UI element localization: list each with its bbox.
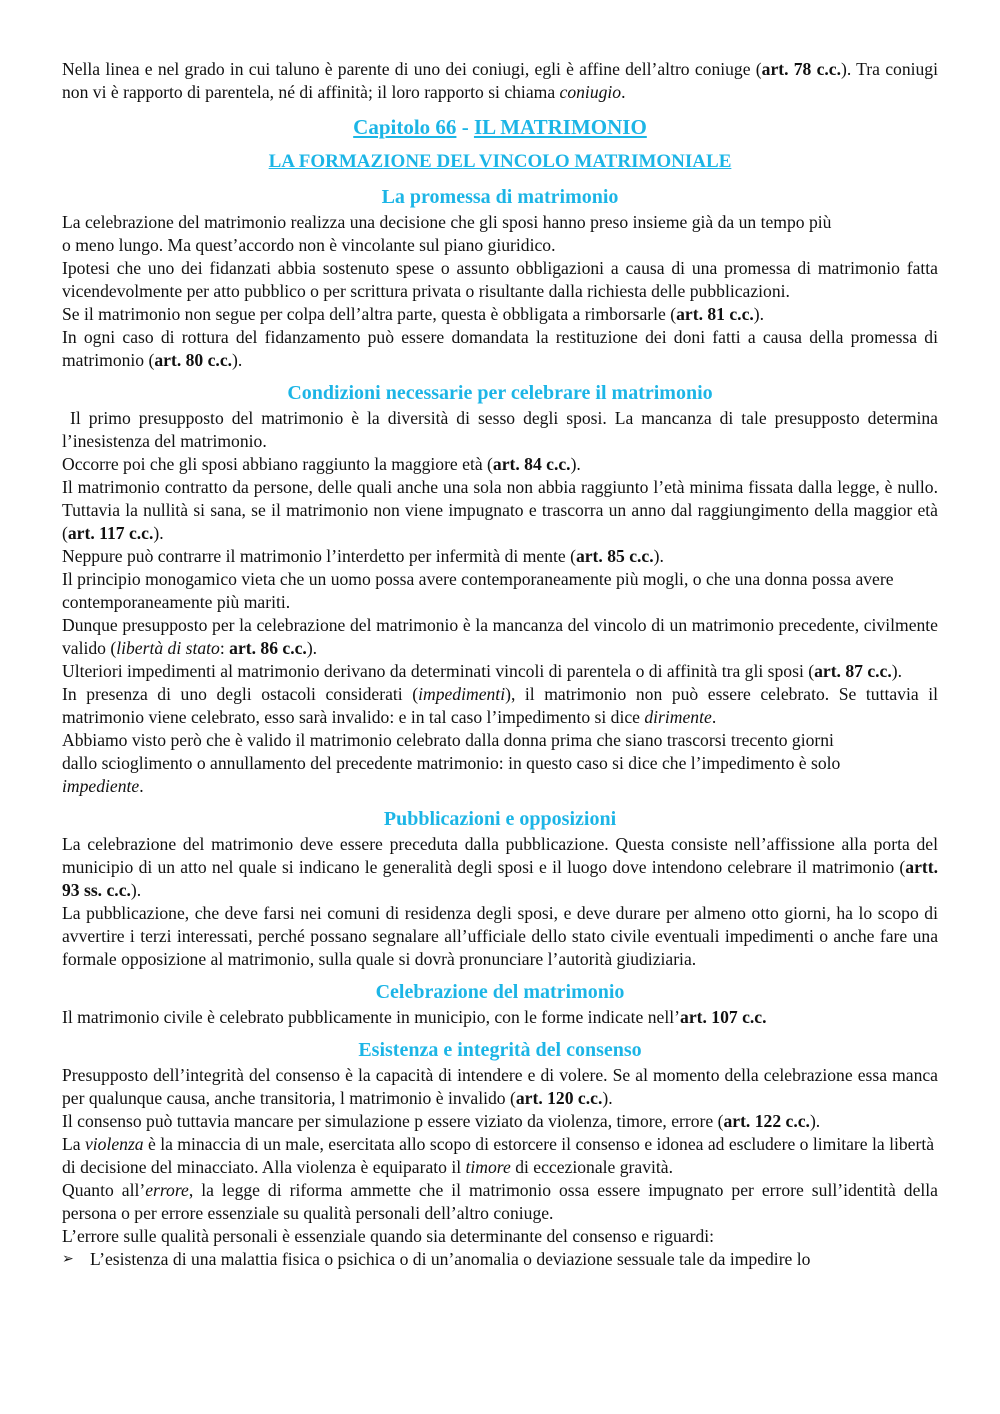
paragraph: Occorre poi che gli sposi abbiano raggiunto la maggiore età (art. 84 c.c.). bbox=[62, 454, 581, 474]
chapter-title: Capitolo 66 - IL MATRIMONIO bbox=[353, 115, 647, 139]
paragraph: La pubblicazione, che deve farsi nei comuni di residenza degli sposi, e deve durare per almeno otto giorni, ha lo scopo di avvertire i terzi interessati, perché possano segnalare all’ufficiale dello stato civile eventuali impedimenti o anche fare una formale opposizione al matrimonio, sulla quale si dovrà pronunciare l’autorità giudiziaria. bbox=[62, 903, 938, 969]
paragraph: La violenza è la minaccia di un male, esercitata allo scopo di estorcere il consenso e idonea ad escludere o limitare la libertà di decisione del minacciato. Alla violenza è equiparato il timore di eccezionale gravità. bbox=[62, 1134, 935, 1177]
list-item: ➢ L’esistenza di una malattia fisica o psichica o di un’anomalia o deviazione sessuale tale da impedire lo bbox=[62, 1249, 811, 1269]
paragraph: o meno lungo. Ma quest’accordo non è vincolante sul piano giuridico. bbox=[62, 235, 556, 255]
section-heading-condizioni: Condizioni necessarie per celebrare il matrimonio bbox=[287, 382, 713, 404]
paragraph: Ipotesi che uno dei fidanzati abbia sostenuto spese o assunto obbligazioni a causa di una promessa di matrimonio fatta vicendevolmente per atto pubblico o per scrittura privata o risultante dalla richiesta delle pubblicazioni. bbox=[62, 258, 938, 301]
paragraph: Presupposto dell’integrità del consenso è la capacità di intendere e di volere. Se al momento della celebrazione essa manca per qualunque causa, anche transitoria, l matrimonio è invalido (art. 120 c.c.). bbox=[62, 1065, 938, 1108]
paragraph: La celebrazione del matrimonio deve essere preceduta dalla pubblicazione. Questa consiste nell’affissione alla porta del municipio di un atto nel quale si indicano le generalità degli sposi e il luogo dove intendono celebrare il matrimonio (artt. 93 ss. c.c.). bbox=[62, 834, 938, 900]
chapter-number-link[interactable]: Capitolo 66 bbox=[353, 115, 457, 139]
paragraph: Il matrimonio civile è celebrato pubblicamente in municipio, con le forme indicate nell’art. 107 c.c. bbox=[62, 1007, 767, 1027]
intro-paragraph: Nella linea e nel grado in cui taluno è parente di uno dei coniugi, egli è affine dell’altro coniuge (art. 78 c.c.). Tra coniugi non vi è rapporto di parentela, né di affinità; il loro rapporto si chiama coniugio. bbox=[62, 59, 938, 102]
section-heading-pubblicazioni: Pubblicazioni e opposizioni bbox=[383, 808, 617, 830]
paragraph: La celebrazione del matrimonio realizza una decisione che gli sposi hanno preso insieme già da un tempo più bbox=[62, 212, 832, 232]
section-heading-promessa: La promessa di matrimonio bbox=[381, 186, 619, 208]
section-heading-celebrazione: Celebrazione del matrimonio bbox=[375, 981, 625, 1003]
paragraph: Il primo presupposto del matrimonio è la diversità di sesso degli sposi. La mancanza di tale presupposto determina l’inesistenza del matrimonio. bbox=[62, 408, 943, 451]
paragraph: Il consenso può tuttavia mancare per simulazione p essere viziato da violenza, timore, errore (art. 122 c.c.). bbox=[62, 1111, 821, 1131]
section-heading-consenso: Esistenza e integrità del consenso bbox=[358, 1039, 642, 1061]
paragraph: In presenza di uno degli ostacoli considerati (impedimenti), il matrimonio non può essere celebrato. Se tuttavia il matrimonio viene celebrato, esso sarà invalido: e in tal caso l’impedimento si dice dirimente. bbox=[62, 684, 938, 727]
paragraph: Dunque presupposto per la celebrazione del matrimonio è la mancanza del vincolo di un matrimonio precedente, civilmente valido (libertà di stato: art. 86 c.c.). bbox=[62, 615, 938, 658]
chapter-subtitle-link[interactable]: LA FORMAZIONE DEL VINCOLO MATRIMONIALE bbox=[268, 151, 732, 172]
paragraph: Il matrimonio contratto da persone, delle quali anche una sola non abbia raggiunto l’età minima fissata dalla legge, è nullo. Tuttavia la nullità si sana, se il matrimonio non viene impugnato e trascorra un anno dal raggiungimento della maggior età (art. 117 c.c.). bbox=[62, 477, 938, 543]
paragraph: In ogni caso di rottura del fidanzamento può essere domandata la restituzione dei doni fatti a causa della promessa di matrimonio (art. 80 c.c.). bbox=[62, 327, 938, 370]
paragraph: Neppure può contrarre il matrimonio l’interdetto per infermità di mente (art. 85 c.c.). bbox=[62, 546, 664, 566]
paragraph: Ulteriori impedimenti al matrimonio derivano da determinati vincoli di parentela o di affinità tra gli sposi (art. 87 c.c.). bbox=[62, 661, 903, 681]
paragraph: Abbiamo visto però che è valido il matrimonio celebrato dalla donna prima che siano trascorsi trecento giorni dallo scioglimento o annullamento del precedente matrimonio: in questo caso si dice che l’impedimento è solo impediente. bbox=[62, 730, 841, 796]
arrow-bullet-icon: ➢ bbox=[62, 1251, 74, 1267]
chapter-title-link[interactable]: IL MATRIMONIO bbox=[473, 115, 647, 139]
paragraph: Il principio monogamico vieta che un uomo possa avere contemporaneamente più mogli, o che una donna possa avere contemporaneamente più mariti. bbox=[62, 569, 894, 612]
paragraph: Se il matrimonio non segue per colpa dell’altra parte, questa è obbligata a rimborsarle (art. 81 c.c.). bbox=[62, 304, 765, 324]
paragraph: L’errore sulle qualità personali è essenziale quando sia determinante del consenso e riguardi: bbox=[62, 1226, 715, 1246]
paragraph: Quanto all’errore, la legge di riforma ammette che il matrimonio ossa essere impugnato per errore sull’identità della persona o per errore essenziale su qualità personali dell’altro coniuge. bbox=[62, 1180, 938, 1223]
